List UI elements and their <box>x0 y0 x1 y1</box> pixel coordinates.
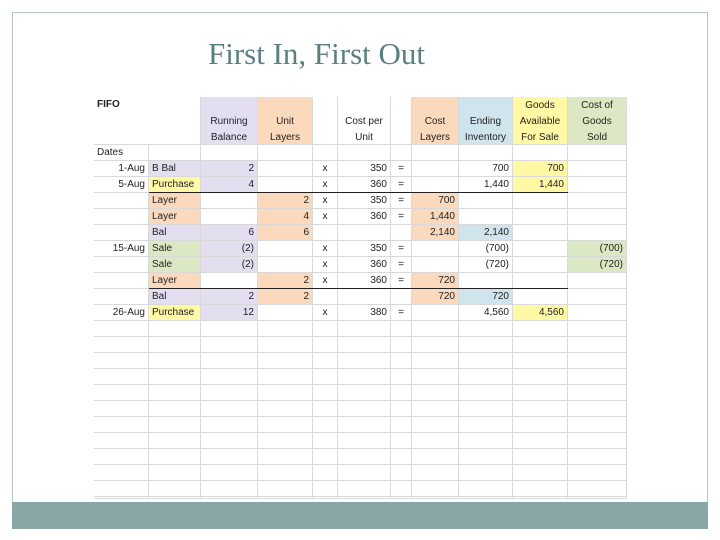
cell-cost[interactable]: 350 <box>338 241 391 257</box>
cell-cost-layers[interactable]: 2,140 <box>412 225 459 241</box>
empty-cell[interactable] <box>149 401 201 417</box>
empty-cell[interactable] <box>258 369 313 385</box>
cell-cost-layers[interactable]: 720 <box>412 289 459 305</box>
dates-row-blank[interactable] <box>258 145 313 161</box>
empty-cell[interactable] <box>391 417 412 433</box>
cell-available[interactable] <box>513 289 568 305</box>
header-blank-x[interactable] <box>313 97 338 145</box>
cell-running[interactable]: 2 <box>201 161 258 177</box>
cell-cost-layers[interactable]: 700 <box>412 193 459 209</box>
empty-cell[interactable] <box>313 449 338 465</box>
cell-ending[interactable] <box>459 209 513 225</box>
empty-cell[interactable] <box>412 433 459 449</box>
cell-date[interactable] <box>94 209 149 225</box>
cell-cost-layers[interactable]: 720 <box>412 273 459 289</box>
empty-cell[interactable] <box>338 465 391 481</box>
empty-cell[interactable] <box>391 481 412 497</box>
empty-cell[interactable] <box>313 385 338 401</box>
empty-cell[interactable] <box>391 497 412 499</box>
empty-cell[interactable] <box>313 369 338 385</box>
header-cost-of-goods-sold[interactable]: Cost of Goods Sold <box>568 97 627 145</box>
dates-row-blank[interactable] <box>149 145 201 161</box>
cell-date[interactable] <box>94 289 149 305</box>
cell-layers[interactable] <box>258 241 313 257</box>
empty-cell[interactable] <box>568 321 627 337</box>
cell-ending[interactable] <box>459 193 513 209</box>
empty-cell[interactable] <box>201 417 258 433</box>
dates-row-blank[interactable] <box>338 145 391 161</box>
empty-cell[interactable] <box>201 369 258 385</box>
empty-cell[interactable] <box>313 321 338 337</box>
cell-ending[interactable]: (720) <box>459 257 513 273</box>
empty-cell[interactable] <box>94 337 149 353</box>
empty-cell[interactable] <box>313 353 338 369</box>
empty-cell[interactable] <box>201 449 258 465</box>
empty-cell[interactable] <box>94 417 149 433</box>
cell-available[interactable]: 700 <box>513 161 568 177</box>
empty-cell[interactable] <box>313 481 338 497</box>
cell-eq[interactable]: = <box>391 209 412 225</box>
dates-row-blank[interactable] <box>513 145 568 161</box>
empty-cell[interactable] <box>149 449 201 465</box>
fifo-corner-label[interactable]: FIFO <box>94 97 201 145</box>
empty-cell[interactable] <box>201 337 258 353</box>
empty-cell[interactable] <box>94 385 149 401</box>
empty-cell[interactable] <box>459 497 513 499</box>
empty-cell[interactable] <box>201 321 258 337</box>
empty-cell[interactable] <box>391 465 412 481</box>
empty-cell[interactable] <box>313 417 338 433</box>
empty-cell[interactable] <box>258 337 313 353</box>
cell-running[interactable]: 4 <box>201 177 258 193</box>
cell-eq[interactable]: = <box>391 161 412 177</box>
cell-running[interactable]: 12 <box>201 305 258 321</box>
cell-ending[interactable]: 4,560 <box>459 305 513 321</box>
empty-cell[interactable] <box>258 449 313 465</box>
empty-cell[interactable] <box>258 353 313 369</box>
cell-cost-layers[interactable] <box>412 257 459 273</box>
cell-running[interactable]: (2) <box>201 257 258 273</box>
dates-label[interactable]: Dates <box>94 145 149 161</box>
empty-cell[interactable] <box>338 369 391 385</box>
cell-x[interactable]: x <box>313 241 338 257</box>
cell-running[interactable] <box>201 273 258 289</box>
dates-row-blank[interactable] <box>459 145 513 161</box>
empty-cell[interactable] <box>258 321 313 337</box>
empty-cell[interactable] <box>513 433 568 449</box>
cell-date[interactable]: 15-Aug <box>94 241 149 257</box>
cell-cogs[interactable] <box>568 193 627 209</box>
cell-x[interactable] <box>313 289 338 305</box>
empty-cell[interactable] <box>338 353 391 369</box>
cell-ending[interactable] <box>459 273 513 289</box>
slide-title: First In, First Out <box>208 36 426 71</box>
cell-x[interactable] <box>313 225 338 241</box>
empty-cell[interactable] <box>459 433 513 449</box>
empty-cell[interactable] <box>459 465 513 481</box>
empty-cell[interactable] <box>513 497 568 499</box>
empty-cell[interactable] <box>412 385 459 401</box>
empty-cell[interactable] <box>391 321 412 337</box>
cell-x[interactable]: x <box>313 305 338 321</box>
cell-type[interactable]: Layer <box>149 193 201 209</box>
empty-cell[interactable] <box>94 401 149 417</box>
empty-cell[interactable] <box>568 353 627 369</box>
cell-running[interactable]: (2) <box>201 241 258 257</box>
cell-ending[interactable]: 700 <box>459 161 513 177</box>
empty-cell[interactable] <box>149 465 201 481</box>
empty-cell[interactable] <box>459 385 513 401</box>
empty-cell[interactable] <box>568 465 627 481</box>
cell-available[interactable]: 1,440 <box>513 177 568 193</box>
empty-cell[interactable] <box>568 401 627 417</box>
empty-cell[interactable] <box>313 337 338 353</box>
empty-cell[interactable] <box>149 481 201 497</box>
empty-cell[interactable] <box>338 433 391 449</box>
cell-cogs[interactable] <box>568 273 627 289</box>
cell-cost-layers[interactable] <box>412 305 459 321</box>
cell-layers[interactable]: 6 <box>258 225 313 241</box>
empty-cell[interactable] <box>338 385 391 401</box>
empty-cell[interactable] <box>258 481 313 497</box>
empty-cell[interactable] <box>513 337 568 353</box>
cell-ending[interactable]: 720 <box>459 289 513 305</box>
empty-cell[interactable] <box>513 449 568 465</box>
empty-cell[interactable] <box>412 353 459 369</box>
empty-cell[interactable] <box>201 401 258 417</box>
cell-date[interactable]: 5-Aug <box>94 177 149 193</box>
empty-cell[interactable] <box>391 337 412 353</box>
cell-eq[interactable] <box>391 289 412 305</box>
cell-type[interactable]: Layer <box>149 209 201 225</box>
cell-eq[interactable]: = <box>391 177 412 193</box>
empty-cell[interactable] <box>201 433 258 449</box>
cell-x[interactable]: x <box>313 273 338 289</box>
cell-cost[interactable]: 350 <box>338 193 391 209</box>
empty-cell[interactable] <box>513 353 568 369</box>
cell-running[interactable] <box>201 209 258 225</box>
cell-eq[interactable]: = <box>391 241 412 257</box>
empty-cell[interactable] <box>149 353 201 369</box>
cell-cost[interactable]: 350 <box>338 161 391 177</box>
cell-ending[interactable]: 1,440 <box>459 177 513 193</box>
empty-cell[interactable] <box>391 385 412 401</box>
cell-cost[interactable] <box>338 289 391 305</box>
cell-type[interactable]: Purchase <box>149 305 201 321</box>
empty-cell[interactable] <box>391 369 412 385</box>
cell-available[interactable] <box>513 209 568 225</box>
empty-cell[interactable] <box>513 401 568 417</box>
cell-available[interactable] <box>513 193 568 209</box>
empty-cell[interactable] <box>149 497 201 499</box>
empty-cell[interactable] <box>258 497 313 499</box>
empty-cell[interactable] <box>94 465 149 481</box>
fifo-spreadsheet <box>94 97 627 499</box>
cell-cost-layers[interactable] <box>412 177 459 193</box>
header-cost-per-unit[interactable]: Cost per Unit <box>338 97 391 145</box>
empty-cell[interactable] <box>513 385 568 401</box>
cell-cogs[interactable] <box>568 209 627 225</box>
empty-cell[interactable] <box>459 353 513 369</box>
empty-cell[interactable] <box>459 481 513 497</box>
empty-cell[interactable] <box>94 449 149 465</box>
dates-row-blank[interactable] <box>568 145 627 161</box>
cell-type[interactable]: Layer <box>149 273 201 289</box>
cell-ending[interactable]: 2,140 <box>459 225 513 241</box>
cell-available[interactable]: 4,560 <box>513 305 568 321</box>
empty-cell[interactable] <box>412 417 459 433</box>
cell-available[interactable] <box>513 257 568 273</box>
empty-cell[interactable] <box>459 417 513 433</box>
empty-cell[interactable] <box>568 369 627 385</box>
cell-x[interactable]: x <box>313 161 338 177</box>
cell-cost-layers[interactable]: 1,440 <box>412 209 459 225</box>
empty-cell[interactable] <box>412 369 459 385</box>
header-ending-inventory[interactable]: Ending Inventory <box>459 97 513 145</box>
cell-cost[interactable]: 360 <box>338 257 391 273</box>
empty-cell[interactable] <box>201 465 258 481</box>
cell-date[interactable] <box>94 257 149 273</box>
cell-cost[interactable] <box>338 225 391 241</box>
cell-eq[interactable]: = <box>391 305 412 321</box>
cell-type[interactable]: Purchase <box>149 177 201 193</box>
empty-cell[interactable] <box>391 401 412 417</box>
cell-cogs[interactable] <box>568 305 627 321</box>
header-unit-layers[interactable]: Unit Layers <box>258 97 313 145</box>
dates-row-blank[interactable] <box>201 145 258 161</box>
empty-cell[interactable] <box>149 417 201 433</box>
empty-cell[interactable] <box>201 481 258 497</box>
cell-available[interactable] <box>513 225 568 241</box>
empty-cell[interactable] <box>513 369 568 385</box>
cell-type[interactable]: Bal <box>149 225 201 241</box>
cell-layers[interactable]: 2 <box>258 193 313 209</box>
empty-cell[interactable] <box>412 401 459 417</box>
empty-cell[interactable] <box>338 417 391 433</box>
cell-available[interactable] <box>513 273 568 289</box>
empty-cell[interactable] <box>313 497 338 499</box>
dates-row-blank[interactable] <box>391 145 412 161</box>
empty-cell[interactable] <box>513 465 568 481</box>
cell-x[interactable]: x <box>313 193 338 209</box>
section-divider-1 <box>149 192 568 193</box>
cell-cost[interactable]: 380 <box>338 305 391 321</box>
empty-cell[interactable] <box>513 481 568 497</box>
empty-cell[interactable] <box>94 497 149 499</box>
cell-eq[interactable] <box>391 225 412 241</box>
dates-row-blank[interactable] <box>412 145 459 161</box>
empty-cell[interactable] <box>568 417 627 433</box>
cell-layers[interactable]: 2 <box>258 273 313 289</box>
empty-cell[interactable] <box>412 497 459 499</box>
empty-cell[interactable] <box>513 417 568 433</box>
cell-cost[interactable]: 360 <box>338 177 391 193</box>
dates-row-blank[interactable] <box>313 145 338 161</box>
header-blank-eq[interactable] <box>391 97 412 145</box>
cell-layers[interactable] <box>258 305 313 321</box>
empty-cell[interactable] <box>459 401 513 417</box>
cell-layers[interactable]: 4 <box>258 209 313 225</box>
cell-layers[interactable] <box>258 161 313 177</box>
cell-cogs[interactable]: (720) <box>568 257 627 273</box>
empty-cell[interactable] <box>412 465 459 481</box>
empty-cell[interactable] <box>149 337 201 353</box>
cell-layers[interactable]: 2 <box>258 289 313 305</box>
cell-date[interactable] <box>94 193 149 209</box>
empty-cell[interactable] <box>94 369 149 385</box>
empty-cell[interactable] <box>201 353 258 369</box>
empty-cell[interactable] <box>201 385 258 401</box>
empty-cell[interactable] <box>258 465 313 481</box>
cell-cost-layers[interactable] <box>412 161 459 177</box>
cell-running[interactable]: 6 <box>201 225 258 241</box>
empty-cell[interactable] <box>258 401 313 417</box>
empty-cell[interactable] <box>459 449 513 465</box>
empty-cell[interactable] <box>94 481 149 497</box>
cell-x[interactable]: x <box>313 177 338 193</box>
empty-cell[interactable] <box>459 321 513 337</box>
cell-eq[interactable]: = <box>391 257 412 273</box>
empty-cell[interactable] <box>313 433 338 449</box>
empty-cell[interactable] <box>412 449 459 465</box>
empty-cell[interactable] <box>313 465 338 481</box>
cell-date[interactable] <box>94 273 149 289</box>
empty-cell[interactable] <box>258 433 313 449</box>
empty-cell[interactable] <box>149 433 201 449</box>
cell-layers[interactable] <box>258 177 313 193</box>
empty-cell[interactable] <box>149 385 201 401</box>
empty-cell[interactable] <box>338 337 391 353</box>
cell-x[interactable]: x <box>313 209 338 225</box>
header-goods-available[interactable]: Goods Available For Sale <box>513 97 568 145</box>
empty-cell[interactable] <box>568 433 627 449</box>
empty-cell[interactable] <box>258 385 313 401</box>
empty-cell[interactable] <box>513 321 568 337</box>
cell-date[interactable]: 1-Aug <box>94 161 149 177</box>
empty-cell[interactable] <box>568 449 627 465</box>
empty-cell[interactable] <box>568 337 627 353</box>
empty-cell[interactable] <box>338 481 391 497</box>
empty-cell[interactable] <box>313 401 338 417</box>
empty-cell[interactable] <box>201 497 258 499</box>
cell-eq[interactable]: = <box>391 273 412 289</box>
empty-cell[interactable] <box>391 449 412 465</box>
empty-cell[interactable] <box>412 337 459 353</box>
cell-running[interactable]: 2 <box>201 289 258 305</box>
section-divider-2 <box>149 288 568 289</box>
cell-ending[interactable]: (700) <box>459 241 513 257</box>
empty-cell[interactable] <box>568 385 627 401</box>
empty-cell[interactable] <box>412 321 459 337</box>
cell-layers[interactable] <box>258 257 313 273</box>
cell-type[interactable]: Bal <box>149 289 201 305</box>
cell-type[interactable]: Sale <box>149 257 201 273</box>
cell-date[interactable] <box>94 225 149 241</box>
cell-type[interactable]: B Bal <box>149 161 201 177</box>
empty-cell[interactable] <box>94 433 149 449</box>
cell-cost[interactable]: 360 <box>338 273 391 289</box>
header-running-balance[interactable]: Running Balance <box>201 97 258 145</box>
cell-cost-layers[interactable] <box>412 241 459 257</box>
cell-cost[interactable]: 360 <box>338 209 391 225</box>
cell-available[interactable] <box>513 241 568 257</box>
empty-cell[interactable] <box>338 401 391 417</box>
empty-cell[interactable] <box>94 321 149 337</box>
empty-cell[interactable] <box>568 497 627 499</box>
empty-cell[interactable] <box>568 481 627 497</box>
empty-cell[interactable] <box>149 369 201 385</box>
empty-cell[interactable] <box>459 369 513 385</box>
empty-cell[interactable] <box>459 337 513 353</box>
empty-cell[interactable] <box>412 481 459 497</box>
cell-type[interactable]: Sale <box>149 241 201 257</box>
empty-cell[interactable] <box>338 321 391 337</box>
cell-cogs[interactable]: (700) <box>568 241 627 257</box>
empty-cell[interactable] <box>258 417 313 433</box>
empty-cell[interactable] <box>94 353 149 369</box>
slide-footer-bar <box>12 502 708 529</box>
header-cost-layers[interactable]: Cost Layers <box>412 97 459 145</box>
empty-cell[interactable] <box>338 449 391 465</box>
empty-cell[interactable] <box>338 497 391 499</box>
empty-cell[interactable] <box>391 433 412 449</box>
empty-cell[interactable] <box>391 353 412 369</box>
cell-eq[interactable]: = <box>391 193 412 209</box>
cell-cogs[interactable] <box>568 161 627 177</box>
cell-running[interactable] <box>201 193 258 209</box>
cell-cogs[interactable] <box>568 289 627 305</box>
cell-date[interactable]: 26-Aug <box>94 305 149 321</box>
cell-cogs[interactable] <box>568 225 627 241</box>
cell-cogs[interactable] <box>568 177 627 193</box>
cell-x[interactable]: x <box>313 257 338 273</box>
empty-cell[interactable] <box>149 321 201 337</box>
